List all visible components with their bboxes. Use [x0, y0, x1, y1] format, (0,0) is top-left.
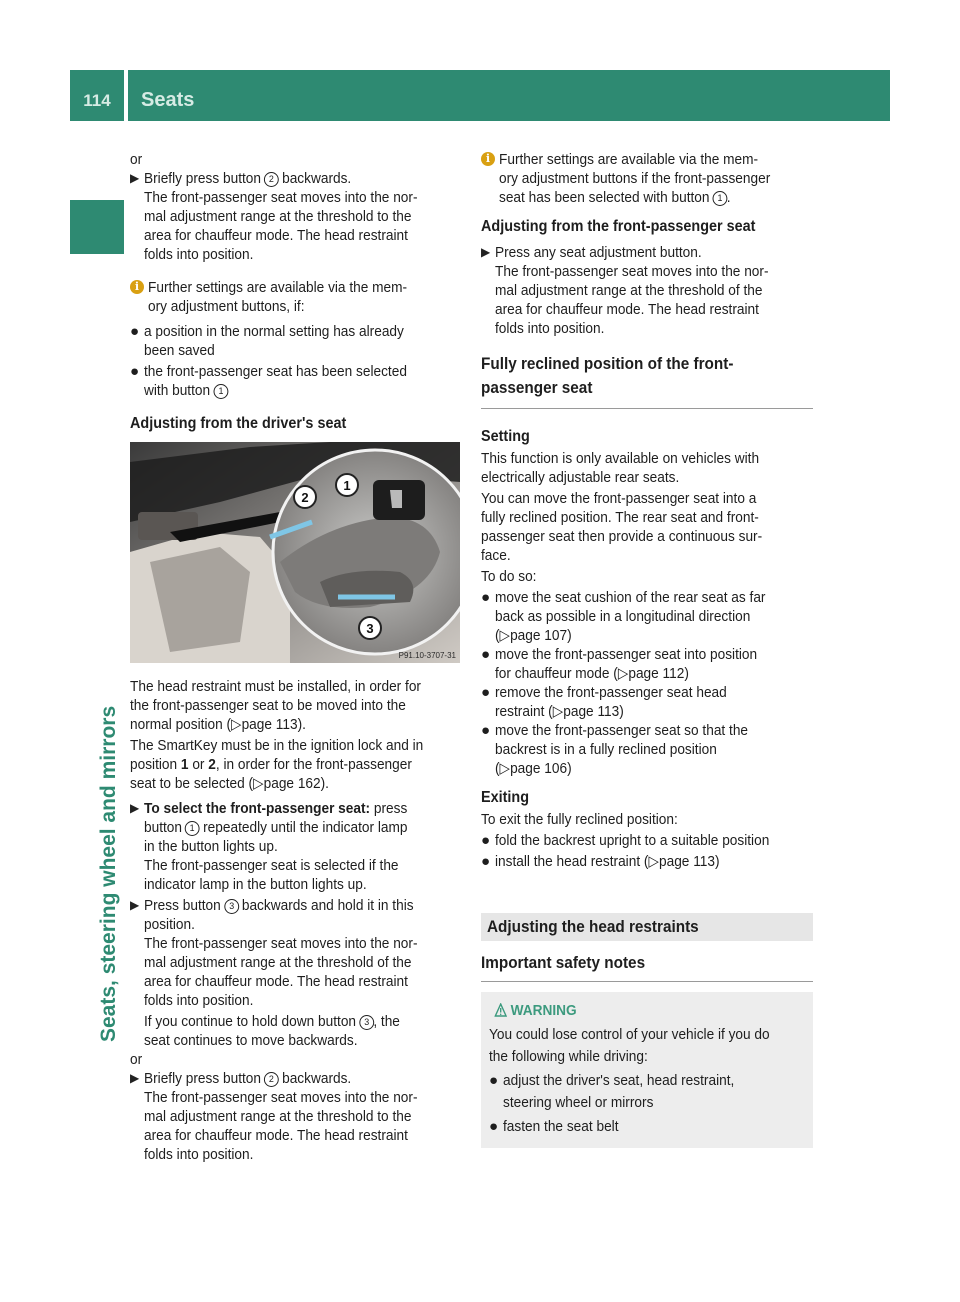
list-item: ● adjust the driver's seat, head restraint, steering wheel or mirrors — [489, 1072, 735, 1111]
list-item: ● the front-passenger seat has been selected with button 1 — [130, 363, 407, 399]
section-band: Adjusting the head restraints — [481, 913, 813, 941]
step-press-button-2: ▶ Briefly press button 2 backwards. The front-passenger seat moves into the nor- mal adjustment range at the threshold to the area for chauffeur mode. The head restraint folds into position. — [130, 170, 418, 263]
bullet-icon: ● — [481, 646, 491, 663]
list-item: ● remove the front-passenger seat head restraint (▷page 113) — [481, 684, 727, 720]
triangle-right-icon: ▶ — [130, 171, 140, 185]
section-heading-safety: Important safety notes — [481, 951, 813, 982]
page-ref-triangle-icon: ▷ — [552, 703, 564, 720]
list-item: ● a position in the normal setting has already been saved — [130, 323, 404, 359]
section-heading: Adjusting from the front-passenger seat — [481, 218, 756, 235]
bullet-icon: ● — [489, 1072, 499, 1089]
step-select-front-passenger: ▶ To select the front-passenger seat: press button 1 repeatedly until the indicator lamp in the button lights up. The front-passenger seat is selected if the indicator lamp in the button lights up. — [130, 800, 408, 893]
paragraph: You can move the front-passenger seat into a fully reclined position. The rear seat and front- passenger seat then provide a continuous sur- face. — [481, 490, 763, 564]
bullet-icon: ● — [481, 589, 491, 606]
list-item: ● move the front-passenger seat so that the backrest is in a fully reclined position (▷page 106) — [481, 722, 749, 777]
list-item: ● fasten the seat belt — [489, 1116, 805, 1138]
button-3-ref: 3 — [224, 899, 239, 914]
button-2-ref: 2 — [264, 1072, 279, 1087]
warning-title: WARNING — [489, 998, 805, 1024]
page-number: 114 — [83, 91, 111, 110]
paragraph: This function is only available on vehicles with electrically adjustable rear seats. — [481, 450, 760, 486]
chapter-title: Seats — [141, 89, 195, 111]
info-note: i Further settings are available via the mem- ory adjustment buttons if the front-passenger seat has been selected with button 1 . — [481, 150, 813, 207]
step-press-button-3: ▶ Press button 3 backwards and hold it in this position. The front-passenger seat moves into the nor- mal adjustment range at the threshold of the area for chauffeur mode. The head restraint folds into position. If you continue to hold down button 3 , the seat continues to move backwards. — [130, 897, 418, 1049]
list-item: ● move the front-passenger seat into position for chauffeur mode (▷page 112) — [481, 646, 758, 682]
callout-2: 2 — [301, 490, 309, 505]
figure-code: P91.10-3707-31 — [398, 651, 456, 660]
triangle-right-icon: ▶ — [130, 1071, 140, 1085]
callout-3: 3 — [366, 621, 374, 636]
page-ref-triangle-icon: ▷ — [499, 760, 511, 777]
button-1-ref: 1 — [213, 384, 228, 399]
info-icon: i — [130, 280, 144, 294]
paragraph: The head restraint must be installed, in order for the front-passenger seat to be moved into the normal position (▷page 113). — [130, 678, 421, 733]
or-text: or — [130, 151, 143, 168]
sidebar — [70, 200, 124, 1040]
triangle-right-icon: ▶ — [130, 801, 140, 815]
or-text: or — [130, 1051, 143, 1068]
sidebar-section-title: Seats, steering wheel and mirrors — [97, 705, 120, 1042]
bullet-icon: ● — [481, 853, 491, 870]
paragraph: The SmartKey must be in the ignition lock and in position 1 or 2, in order for the front-passenger seat to be selected (▷page 162). — [130, 737, 424, 792]
button-1-ref: 1 — [713, 191, 728, 206]
warning-box: WARNING You could lose control of your vehicle if you do the following while driving: ● adjust the driver's seat, head restraint, steering wheel or mirrors ● fasten the seat belt — [481, 992, 813, 1148]
bullet-icon: ● — [130, 363, 140, 380]
bullet-icon: ● — [481, 832, 491, 849]
step-press-button-2: ▶ Briefly press button 2 backwards. The front-passenger seat moves into the nor- mal adjustment range at the threshold to the area for chauffeur mode. The head restraint folds into position. — [130, 1070, 418, 1163]
triangle-right-icon: ▶ — [130, 898, 140, 912]
triangle-right-icon: ▶ — [481, 245, 491, 259]
door-panel-image — [130, 442, 460, 663]
subheading-setting: Setting — [481, 428, 530, 445]
page-ref-triangle-icon: ▷ — [499, 627, 511, 644]
subheading-exiting: Exiting — [481, 789, 530, 806]
step-press-any-button: ▶ Press any seat adjustment button. The front-passenger seat moves into the nor- mal adjustment range at the threshold of the area for chauffeur mode. The head restraint folds into position. — [481, 244, 769, 337]
info-note: i Further settings are available via the mem- ory adjustment buttons, if: — [130, 278, 462, 316]
list-item: ● fold the backrest upright to a suitable position — [481, 832, 770, 849]
right-column — [481, 150, 813, 1148]
button-2-ref: 2 — [264, 172, 279, 187]
button-1-ref: 1 — [185, 821, 200, 836]
warning-triangle-icon — [494, 1003, 507, 1017]
bullet-icon: ● — [489, 1118, 499, 1135]
seat-adjustment-figure — [130, 442, 460, 663]
list-item: ● install the head restraint (▷page 113) — [481, 853, 720, 870]
page-ref-triangle-icon: ▷ — [253, 775, 264, 792]
list-item: ● move the seat cushion of the rear seat as far back as possible in a longitudinal direction (▷page 107) — [481, 589, 766, 644]
section-heading-recline: Fully reclined position of the front- passenger seat — [481, 352, 813, 409]
bullet-icon: ● — [481, 684, 491, 701]
button-3-ref: 3 — [359, 1015, 374, 1030]
info-icon: i — [481, 152, 495, 166]
paragraph: To exit the fully reclined position: — [481, 811, 678, 828]
page-ref-triangle-icon: ▷ — [617, 665, 629, 682]
left-column — [130, 150, 462, 1164]
bullet-icon: ● — [130, 323, 140, 340]
sidebar-marker — [70, 200, 124, 254]
bullet-icon: ● — [481, 722, 491, 739]
header-bar — [128, 70, 890, 121]
page-ref-triangle-icon: ▷ — [231, 716, 242, 733]
page-ref-triangle-icon: ▷ — [648, 853, 659, 870]
section-heading: Adjusting from the driver's seat — [130, 415, 347, 432]
callout-1: 1 — [343, 478, 351, 493]
paragraph: To do so: — [481, 568, 537, 585]
